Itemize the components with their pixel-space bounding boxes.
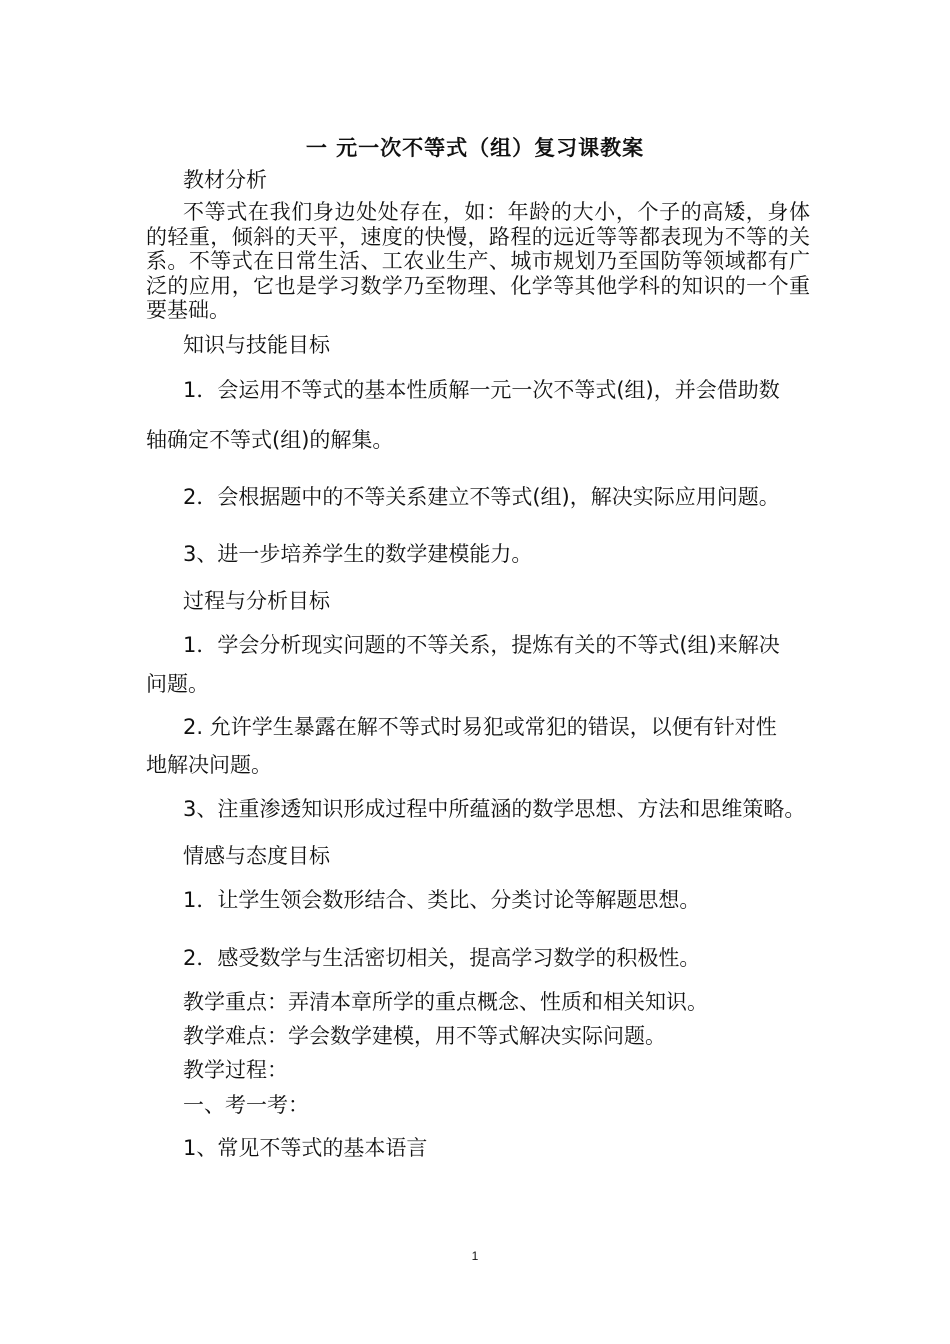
process-item-1-line-2: 问题。 [146,672,209,696]
process-heading: 过程与分析目标 [183,589,330,613]
section-1-item-1: 1、常见不等式的基本语言 [183,1136,428,1160]
process-item-1-line-1: 1．学会分析现实问题的不等关系，提炼有关的不等式(组)来解决 [183,633,780,657]
procedure-heading: 教学过程： [183,1058,288,1082]
process-item-3: 3、注重渗透知识形成过程中所蕴涵的数学思想、方法和思维策略。 [183,797,806,821]
emotion-item-1: 1．让学生领会数形结合、类比、分类讨论等解题思想。 [183,888,701,912]
emotion-item-2: 2．感受数学与生活密切相关，提高学习数学的积极性。 [183,946,701,970]
analysis-heading: 教材分析 [183,168,267,192]
process-item-2-line-2: 地解决问题。 [146,753,272,777]
process-item-2-line-1: 2. 允许学生暴露在解不等式时易犯或常犯的错误，以便有针对性 [183,715,777,739]
emotion-heading: 情感与态度目标 [183,844,330,868]
page-number: 1 [471,1249,479,1263]
difficulty: 教学难点：学会数学建模，用不等式解决实际问题。 [183,1024,666,1048]
knowledge-item-3: 3、进一步培养学生的数学建模能力。 [183,542,533,566]
knowledge-heading: 知识与技能目标 [183,333,330,357]
section-1-heading: 一、考一考： [183,1093,309,1117]
knowledge-item-1-line-1: 1．会运用不等式的基本性质解一元一次不等式(组)，并会借助数 [183,378,780,402]
knowledge-item-1-line-2: 轴确定不等式(组)的解集。 [146,428,394,452]
knowledge-item-2: 2．会根据题中的不等关系建立不等式(组)，解决实际应用问题。 [183,485,780,509]
analysis-paragraph: 不等式在我们身边处处存在，如：年龄的大小，个子的高矮，身体的轻重，倾斜的天平，速度的快慢，路程的远近等等都表现为不等的关系。不等式在日常生活、工农业生产、城市规划乃至国防等领域都有广泛的应用，它也是学习数学乃至物理、化学等其他学科的知识的一个重要基础。 [146,200,810,322]
key-point: 教学重点：弄清本章所学的重点概念、性质和相关知识。 [183,990,708,1014]
document-title: 一 元一次不等式（组）复习课教案 [305,136,645,160]
